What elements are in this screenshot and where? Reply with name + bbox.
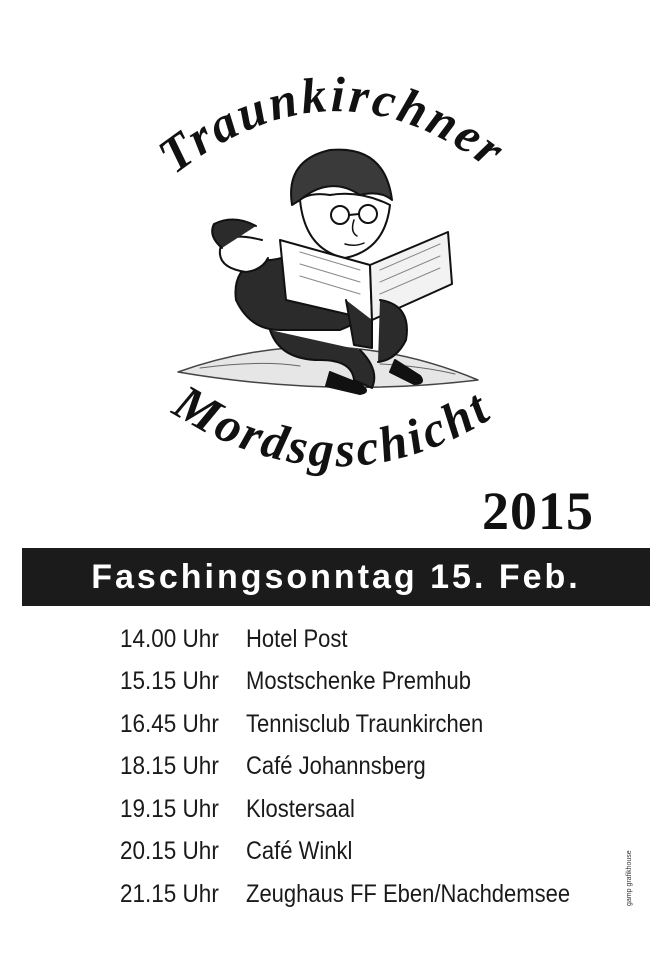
schedule-place: Klostersaal xyxy=(246,794,355,823)
schedule-row xyxy=(120,788,640,831)
schedule-row xyxy=(120,831,640,874)
schedule-row xyxy=(120,618,640,661)
schedule-time: 18.15 Uhr xyxy=(120,752,219,781)
schedule-place: Mostschenke Premhub xyxy=(246,667,472,696)
schedule-time: 14.00 Uhr xyxy=(120,624,219,653)
schedule-row xyxy=(120,873,640,916)
date-band-text: Faschingsonntag 15. Feb. xyxy=(91,558,581,596)
year: 2015 xyxy=(482,481,594,541)
title-top: Traunkirchner xyxy=(147,66,517,184)
schedule-time: 20.15 Uhr xyxy=(120,837,219,866)
schedule-place: Tennisclub Traunkirchen xyxy=(246,709,484,738)
schedule-place: Hotel Post xyxy=(246,624,348,653)
schedule-place: Café Johannsberg xyxy=(246,752,426,781)
reading-man-illustration xyxy=(178,150,478,394)
schedule-time: 16.45 Uhr xyxy=(120,709,219,738)
schedule-row xyxy=(120,703,640,746)
designer-credit: gamp grafikhouse xyxy=(626,850,633,906)
schedule-row xyxy=(120,746,640,789)
schedule-time: 19.15 Uhr xyxy=(120,794,219,823)
date-band xyxy=(22,548,650,606)
schedule-time: 21.15 Uhr xyxy=(120,879,219,908)
title-bottom: Mordsgschicht xyxy=(164,373,500,478)
schedule-place: Zeughaus FF Eben/Nachdemsee xyxy=(246,879,571,908)
schedule-row xyxy=(120,661,640,704)
schedule-time: 15.15 Uhr xyxy=(120,667,219,696)
schedule-place: Café Winkl xyxy=(246,837,353,866)
schedule-list xyxy=(120,618,640,916)
